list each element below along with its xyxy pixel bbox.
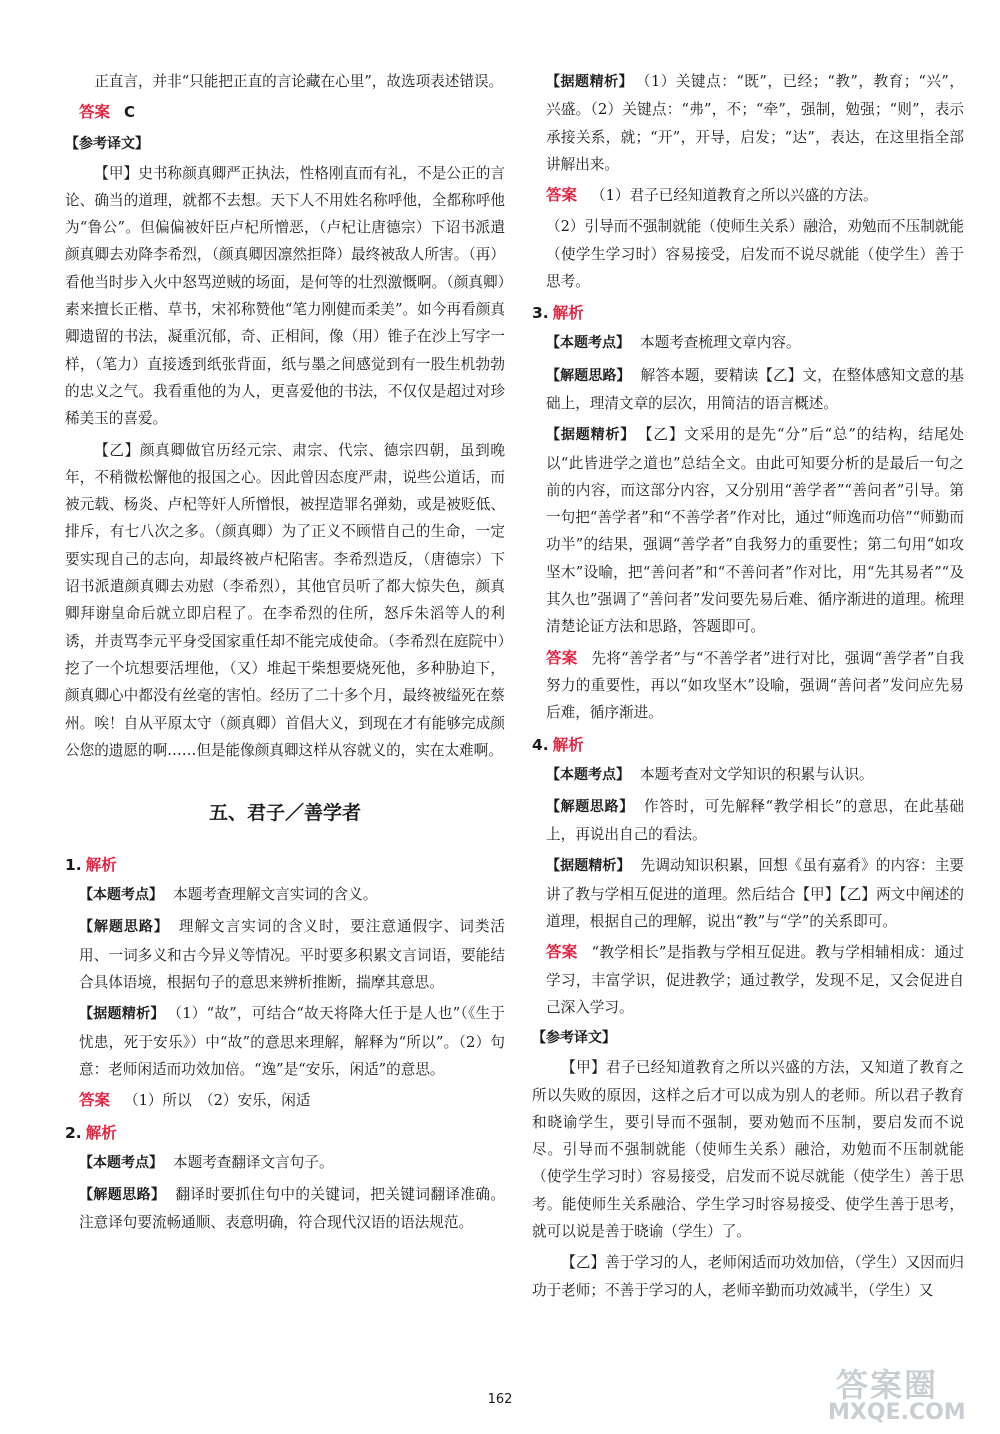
question-number: 3.: [532, 304, 549, 323]
analysis-label: 解析: [552, 304, 584, 323]
tag-label: 【据题精析】: [546, 74, 634, 90]
answer-label: 答案: [546, 648, 578, 667]
detailed-analysis: 【据题精析】 （1）关键点：“既”，已经；“教”，教育；“兴”，兴盛。（2）关键点：“弗”，不；“牵”，强制，勉强；“则”，表示承接关系，就；“开”，开导，启发；“达”，表达，在这里指全部讲解出来。: [546, 73, 965, 173]
question-1-heading: [65, 853, 505, 877]
tag-label: 【本题考点】: [546, 766, 630, 783]
tag-label: 【据题精析】: [546, 427, 636, 444]
tag-label: 【本题考点】: [546, 335, 630, 352]
answer-line: 答案 先将“善学者”与“不善学者”进行对比，强调“善学者”自我努力的重要性，再以“如攻坚木”设喻，强调“善问者”发问应先易后难，循序渐进。: [546, 648, 964, 722]
analysis-label: 解析: [85, 856, 117, 875]
detailed-analysis: 【据题精析】 （1）“故”，可结合“故天将降大任于是人也”（《生于忧患，死于安乐》）中“故”的意思来理解，解释为“所以”。（2）句意：老师闲适而功效加倍。“逸”是“安乐，闲适”的意思。: [79, 1005, 506, 1078]
reference-translation-title: 【参考译文】: [65, 135, 149, 152]
tag-label: 【据题精析】: [546, 858, 631, 875]
tag-label: 【解题思路】: [546, 367, 631, 384]
question-number: 1.: [65, 856, 82, 875]
answer-line: [65, 99, 505, 126]
question-3-heading: [532, 301, 964, 325]
detailed-analysis: 【据题精析】 先调动知识积累，回想《虽有嘉肴》的内容：主要讲了教与学相互促进的道理。然后结合【甲】【乙】两文中阐述的道理，根据自己的理解，说出“教”与“学”的关系即可。: [546, 857, 964, 931]
knowledge-point: 【本题考点】 本题考查对文学知识的积累与认识。: [546, 765, 874, 783]
tag-label: 【据题精析】: [79, 1006, 165, 1023]
paragraph: 正直言，并非“只能把正直的言论藏在心里”，故选项表述错误。: [94, 73, 504, 90]
translation-yi: 【乙】颜真卿做官历经元宗、肃宗、代宗、德宗四朝，虽到晚年，不稍微松懈他的报国之心。因此曾因态度严肃，说些公道话，而被元载、杨炎、卢杞等奸人所憎恨，被捏造罪名弹劾，或是被贬低、排斥，有七八次之多。（颜真卿）为了正义不顾惜自己的生命，一定要实现自己的志向，却最终被卢杞陷害。李希烈造反，（唐德宗）下诏书派遣颜真卿去劝慰（李希烈），其他官员听了都大惊失色，颜真卿拜谢皇命后就立即启程了。在李希烈的住所，怒斥朱滔等人的利诱，并责骂李元平身受国家重任却不能完成使命。（李希烈在庭院中）挖了一个坑想要活埋他，（又）堆起干柴想要烧死他，多种胁迫下，颜真卿心中都没有丝毫的害怕。经历了二十多个月，最终被缢死在蔡州。唉！自从平原太守（颜真卿）首倡大义，到现在才有能够完成颜公您的遗愿的啊……但是能像颜真卿这样从容就义的，实在太难啊。: [65, 441, 505, 759]
answer-continuation: （2）引导而不强制就能（使师生关系）融洽，劝勉而不压制就能（使学生学习时）容易接受，启发而不说尽就能（使学生）善于思考。: [546, 218, 964, 291]
left-column: [65, 68, 505, 1240]
answer-line: 答案 （1）君子已经知道教育之所以兴盛的方法。: [546, 186, 878, 205]
watermark-logo: [828, 1360, 988, 1430]
answer-label: 答案: [546, 186, 578, 205]
reference-translation-title: 【参考译文】: [532, 1030, 616, 1047]
detailed-analysis: 【据题精析】 【乙】文采用的是先“分”后“总”的结构，结尾处以“此皆进学之道也”总结全文。由此可知要分析的是最后一句之前的内容，而这部分内容，又分别用“善学者”“善问者”引导。第一句把“善学者”和“不善学者”作对比，通过“师逸而功倍”“师勤而功半”的结果，强调“善学者”自我努力的重要性；第二句用“如攻坚木”设喻，把“善问者”和“不善问者”作对比，用“先其易者”“及其久也”强调了“善问者”发问要先易后难、循序渐进的道理。梳理清楚论证方法和思路，答题即可。: [546, 426, 965, 636]
solving-approach: 【解题思路】 解答本题，要精读【乙】文，在整体感知文意的基础上，理清文章的层次，用简洁的语言概述。: [546, 366, 964, 412]
tag-label: 【本题考点】: [79, 887, 163, 904]
knowledge-point: 【本题考点】 本题考查梳理文章内容。: [546, 334, 801, 352]
question-number: 2.: [65, 1123, 82, 1142]
question-4-heading: [532, 733, 964, 757]
translation-jia: 【甲】史书称颜真卿严正执法，性格刚直而有礼，不是公正的言论、确当的道理，就都不去想。天下人不用姓名称呼他，全都称呼他为“鲁公”。但偏偏被奸臣卢杞所憎恶，（卢杞让唐德宗）下诏书派遣颜真卿去劝降李希烈，（颜真卿因凛然拒降）最终被敌人所害。（再）看他当时步入火中怒骂逆贼的场面，是何等的壮烈激慨啊。（颜真卿）素来擅长正楷、草书，宋祁称赞他“笔力刚健而柔美”。如今再看颜真卿遗留的书法，凝重沉郁，奇、正相间，像（用）锥子在沙上写字一样，（笔力）直接透到纸张背面，纸与墨之间感觉到有一股生机勃勃的忠义之气。我看重他的为人，更喜爱他的书法，不仅仅是超过对珍稀美玉的喜爱。: [65, 164, 505, 428]
answer-line: 答案 （1）所以 （2）安乐，闲适: [79, 1091, 311, 1110]
right-column: [532, 68, 964, 1308]
knowledge-point: 【本题考点】 本题考查理解文言实词的含义。: [79, 886, 378, 904]
watermark-text: 答案圈: [836, 1366, 939, 1404]
tag-label: 【解题思路】: [79, 1186, 166, 1203]
tag-label: 【解题思路】: [79, 919, 169, 936]
solving-approach: 【解题思路】 翻译时要抓住句中的关键词，把关键词翻译准确。注意译句要流畅通顺、表意明确，符合现代汉语的语法规范。: [79, 1185, 505, 1232]
solving-approach: 【解题思路】 理解文言实词的含义时，要注意通假字、词类活用、一词多义和古今异义等情况。平时要多积累文言词语，要能结合具体语境，根据句子的意思来辨析推断，揣摩其意思。: [79, 918, 506, 992]
question-2-heading: [65, 1121, 505, 1145]
translation-jia: 【甲】君子已经知道教育之所以兴盛的方法，又知道了教育之所以失败的原因，这样之后才可以成为别人的老师。所以君子教育和晓谕学生，要引导而不强制，要劝勉而不压制，要启发而不说尽。引导而不强制就能（使师生关系）融洽，劝勉而不压制就能（使学生学习时）容易接受，启发而不说尽就能（使学生）善于思考。能使师生关系融洽、学生学习时容易接受、使学生善于思考，就可以说是善于晓谕（学生）了。: [532, 1059, 964, 1240]
solving-approach: 【解题思路】 作答时，可先解释“教学相长”的意思，在此基础上，再说出自己的看法。: [546, 797, 964, 844]
answer-label: 答案: [546, 943, 578, 962]
translation-yi: 【乙】善于学习的人，老师闲适而功效加倍，（学生）又因而归功于老师；不善于学习的人，老师辛勤而功效减半，（学生）又: [532, 1254, 964, 1299]
question-number: 4.: [532, 735, 549, 754]
answer-value: C: [124, 103, 136, 122]
watermark-url: MXQE.COM: [828, 1400, 966, 1425]
tag-label: 【本题考点】: [79, 1154, 163, 1171]
answer-label: 答案: [79, 1091, 111, 1110]
tag-label: 【解题思路】: [546, 798, 634, 815]
section-title: 五、君子／善学者: [208, 802, 361, 825]
answer-label: 答案: [79, 103, 111, 122]
page-number: 162: [487, 1392, 513, 1407]
knowledge-point: 【本题考点】 本题考查翻译文言句子。: [79, 1153, 334, 1171]
analysis-label: 解析: [552, 735, 584, 754]
answer-line: 答案 “教学相长”是指教与学相互促进。教与学相辅相成：通过学习，丰富学识，促进教学；通过教学，发现不足，又会促进自己深入学习。: [546, 943, 964, 1016]
analysis-label: 解析: [85, 1123, 117, 1142]
